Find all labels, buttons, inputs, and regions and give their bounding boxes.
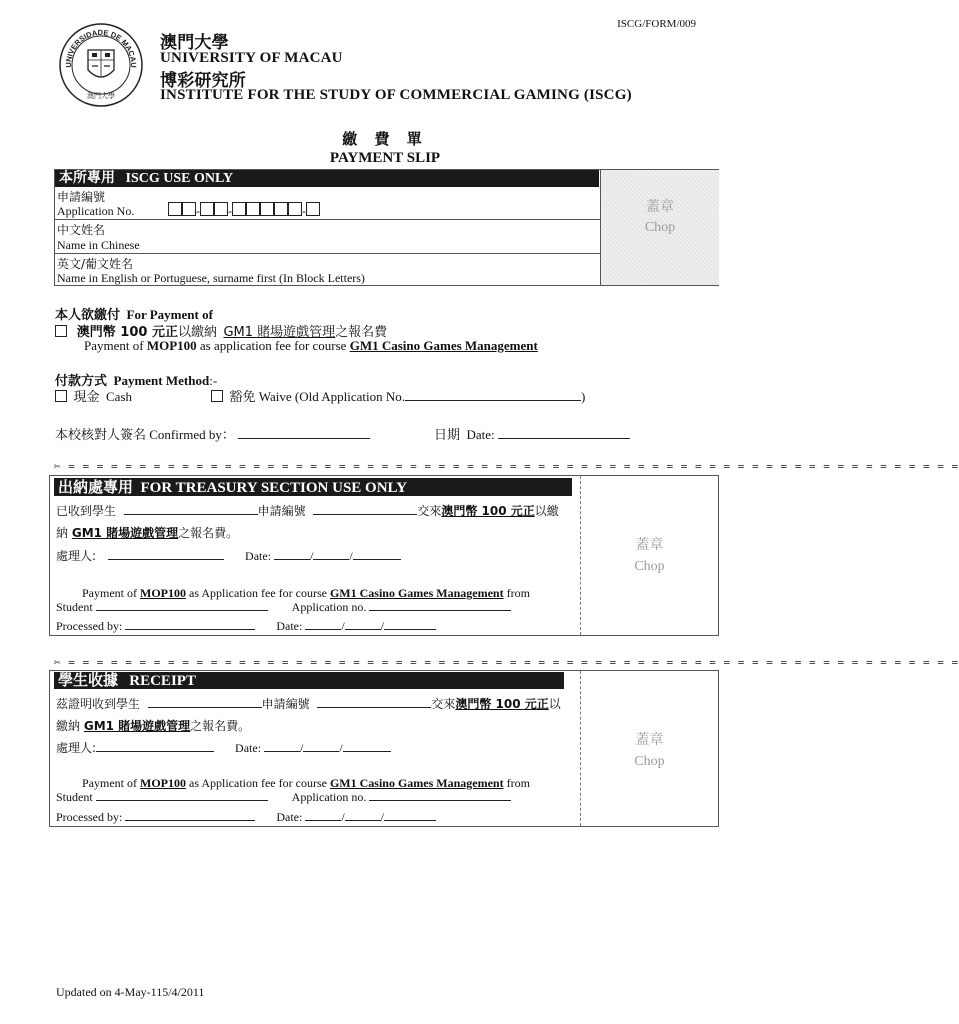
receipt-student-field[interactable] xyxy=(148,707,262,708)
receipt-application-no-field[interactable] xyxy=(317,707,431,708)
treasury-app-no-field[interactable] xyxy=(369,610,511,611)
university-name-cn: 澳門大學 xyxy=(160,33,229,53)
chop-label-cn: 蓋章 xyxy=(635,732,664,748)
university-name-en: UNIVERSITY OF MACAU xyxy=(160,50,343,66)
treasury-handler-line: 處理人: Date: / / xyxy=(56,547,401,564)
name-en-label: Name in English or Portuguese, surname first (In Block Letters) xyxy=(57,271,365,285)
chop-label-en: Chop xyxy=(634,559,665,574)
payment-method-cash: 現金 Cash xyxy=(55,386,132,405)
receipt-student-name-field[interactable] xyxy=(96,800,268,801)
institute-name-cn: 博彩研究所 xyxy=(160,71,246,91)
waive-checkbox[interactable] xyxy=(211,390,223,402)
receipt-student-line: Student Application no. xyxy=(56,790,511,805)
course-fee-checkbox[interactable] xyxy=(55,325,67,337)
treasury-handler-field[interactable] xyxy=(108,559,224,560)
treasury-payment-line: Payment of MOP100 as Application fee for course GM1 Casino Games Management from xyxy=(82,586,530,600)
divider xyxy=(55,219,600,220)
application-no-label-cn: 申請編號 xyxy=(57,190,106,204)
payment-line-en: Payment of MOP100 as application fee for course GM1 Casino Games Management xyxy=(84,338,538,353)
treasury-student-line: Student Application no. xyxy=(56,600,511,615)
treasury-bar: 出納處專用 FOR TREASURY SECTION USE ONLY xyxy=(54,478,572,496)
name-cn-label-cn: 中文姓名 xyxy=(57,223,106,237)
receipt-course-line: 繳納 GM1 賭場遊戲管理之報名費。 xyxy=(56,719,251,733)
payment-line-cn: 澳門幣 100 元正以繳納 GM1 賭場遊戲管理之報名費 xyxy=(55,321,387,340)
application-no-label: Application No. xyxy=(57,204,135,218)
receipt-handler-line: 處理人: Date: / / xyxy=(56,739,391,756)
svg-text:UNIVERSIDADE DE MACAU: UNIVERSIDADE DE MACAU xyxy=(63,27,139,68)
institute-name-en: INSTITUTE FOR THE STUDY OF COMMERCIAL GAMING (ISCG) xyxy=(160,87,632,103)
payment-method-waive: 豁免 Waive (Old Application No. ) xyxy=(211,386,585,405)
confirmed-by-row: 本校核對人簽名 Confirmed by： xyxy=(55,424,370,443)
divider xyxy=(55,253,600,254)
receipt-chop-area xyxy=(581,729,718,770)
confirmed-date-field[interactable] xyxy=(498,438,630,439)
form-title-en: PAYMENT SLIP xyxy=(329,150,441,166)
chop-label-cn: 蓋章 xyxy=(635,537,664,553)
receipt-payment-line: Payment of MOP100 as Application fee for course GM1 Casino Games Management from xyxy=(82,776,530,790)
svg-text:澳門大學: 澳門大學 xyxy=(87,92,115,100)
receipt-processed-by-field[interactable] xyxy=(125,820,255,821)
confirmed-date-row: 日期 Date: xyxy=(434,424,630,443)
treasury-received-line: 已收到學生 申請編號 交來澳門幣 100 元正以繳 xyxy=(56,504,559,518)
old-application-no-field[interactable] xyxy=(405,400,581,401)
payment-method-heading: 付款方式 Payment Method:- xyxy=(55,373,218,389)
chop-label-cn: 蓋章 xyxy=(646,199,674,215)
confirmed-by-signature-field[interactable] xyxy=(238,438,370,439)
chop-area xyxy=(600,170,719,285)
treasury-processed-by-field[interactable] xyxy=(125,629,255,630)
university-seal-icon xyxy=(58,22,144,108)
form-code: ISCG/FORM/009 xyxy=(617,18,696,30)
treasury-course-line: 納 GM1 賭場遊戲管理之報名費。 xyxy=(56,526,239,540)
footer-updated: Updated on 4-May-115/4/2011 xyxy=(56,985,205,999)
cut-line: ✂ = = = = = = = = = = = = = = = = = = = = = = = = = = = = = = = = = = = = = = = = = = = = = = = = = = = = = = = = = = = = = = = xyxy=(54,460,959,473)
receipt-processed-line: Processed by: Date: / / xyxy=(56,810,436,825)
treasury-processed-line: Processed by: Date: / / xyxy=(56,619,436,634)
receipt-app-no-field[interactable] xyxy=(369,800,511,801)
treasury-application-no-field[interactable] xyxy=(313,514,417,515)
cut-line: ✂ = = = = = = = = = = = = = = = = = = = = = = = = = = = = = = = = = = = = = = = = = = = = = = = = = = = = = = = = = = = = = = = xyxy=(54,656,959,669)
treasury-student-field[interactable] xyxy=(124,514,258,515)
treasury-chop-area xyxy=(581,534,718,575)
name-en-label-cn: 英文/葡文姓名 xyxy=(57,257,134,271)
receipt-handler-field[interactable] xyxy=(96,751,214,752)
receipt-received-line: 茲證明收到學生 申請編號 交來澳門幣 100 元正以 xyxy=(56,697,561,711)
form-title-cn: 繳 費 單 xyxy=(342,130,428,148)
application-no-boxes[interactable]: - - - xyxy=(168,202,320,219)
name-cn-label: Name in Chinese xyxy=(57,238,140,252)
chop-label-en: Chop xyxy=(634,754,665,769)
cash-checkbox[interactable] xyxy=(55,390,67,402)
treasury-student-name-field[interactable] xyxy=(96,610,268,611)
receipt-bar: 學生收據 RECEIPT xyxy=(54,672,564,689)
payment-for-heading: 本人欲繳付 For Payment of xyxy=(55,307,213,323)
iscg-use-only-bar: 本所專用 ISCG USE ONLY xyxy=(55,170,599,187)
chop-label-en: Chop xyxy=(644,220,676,235)
